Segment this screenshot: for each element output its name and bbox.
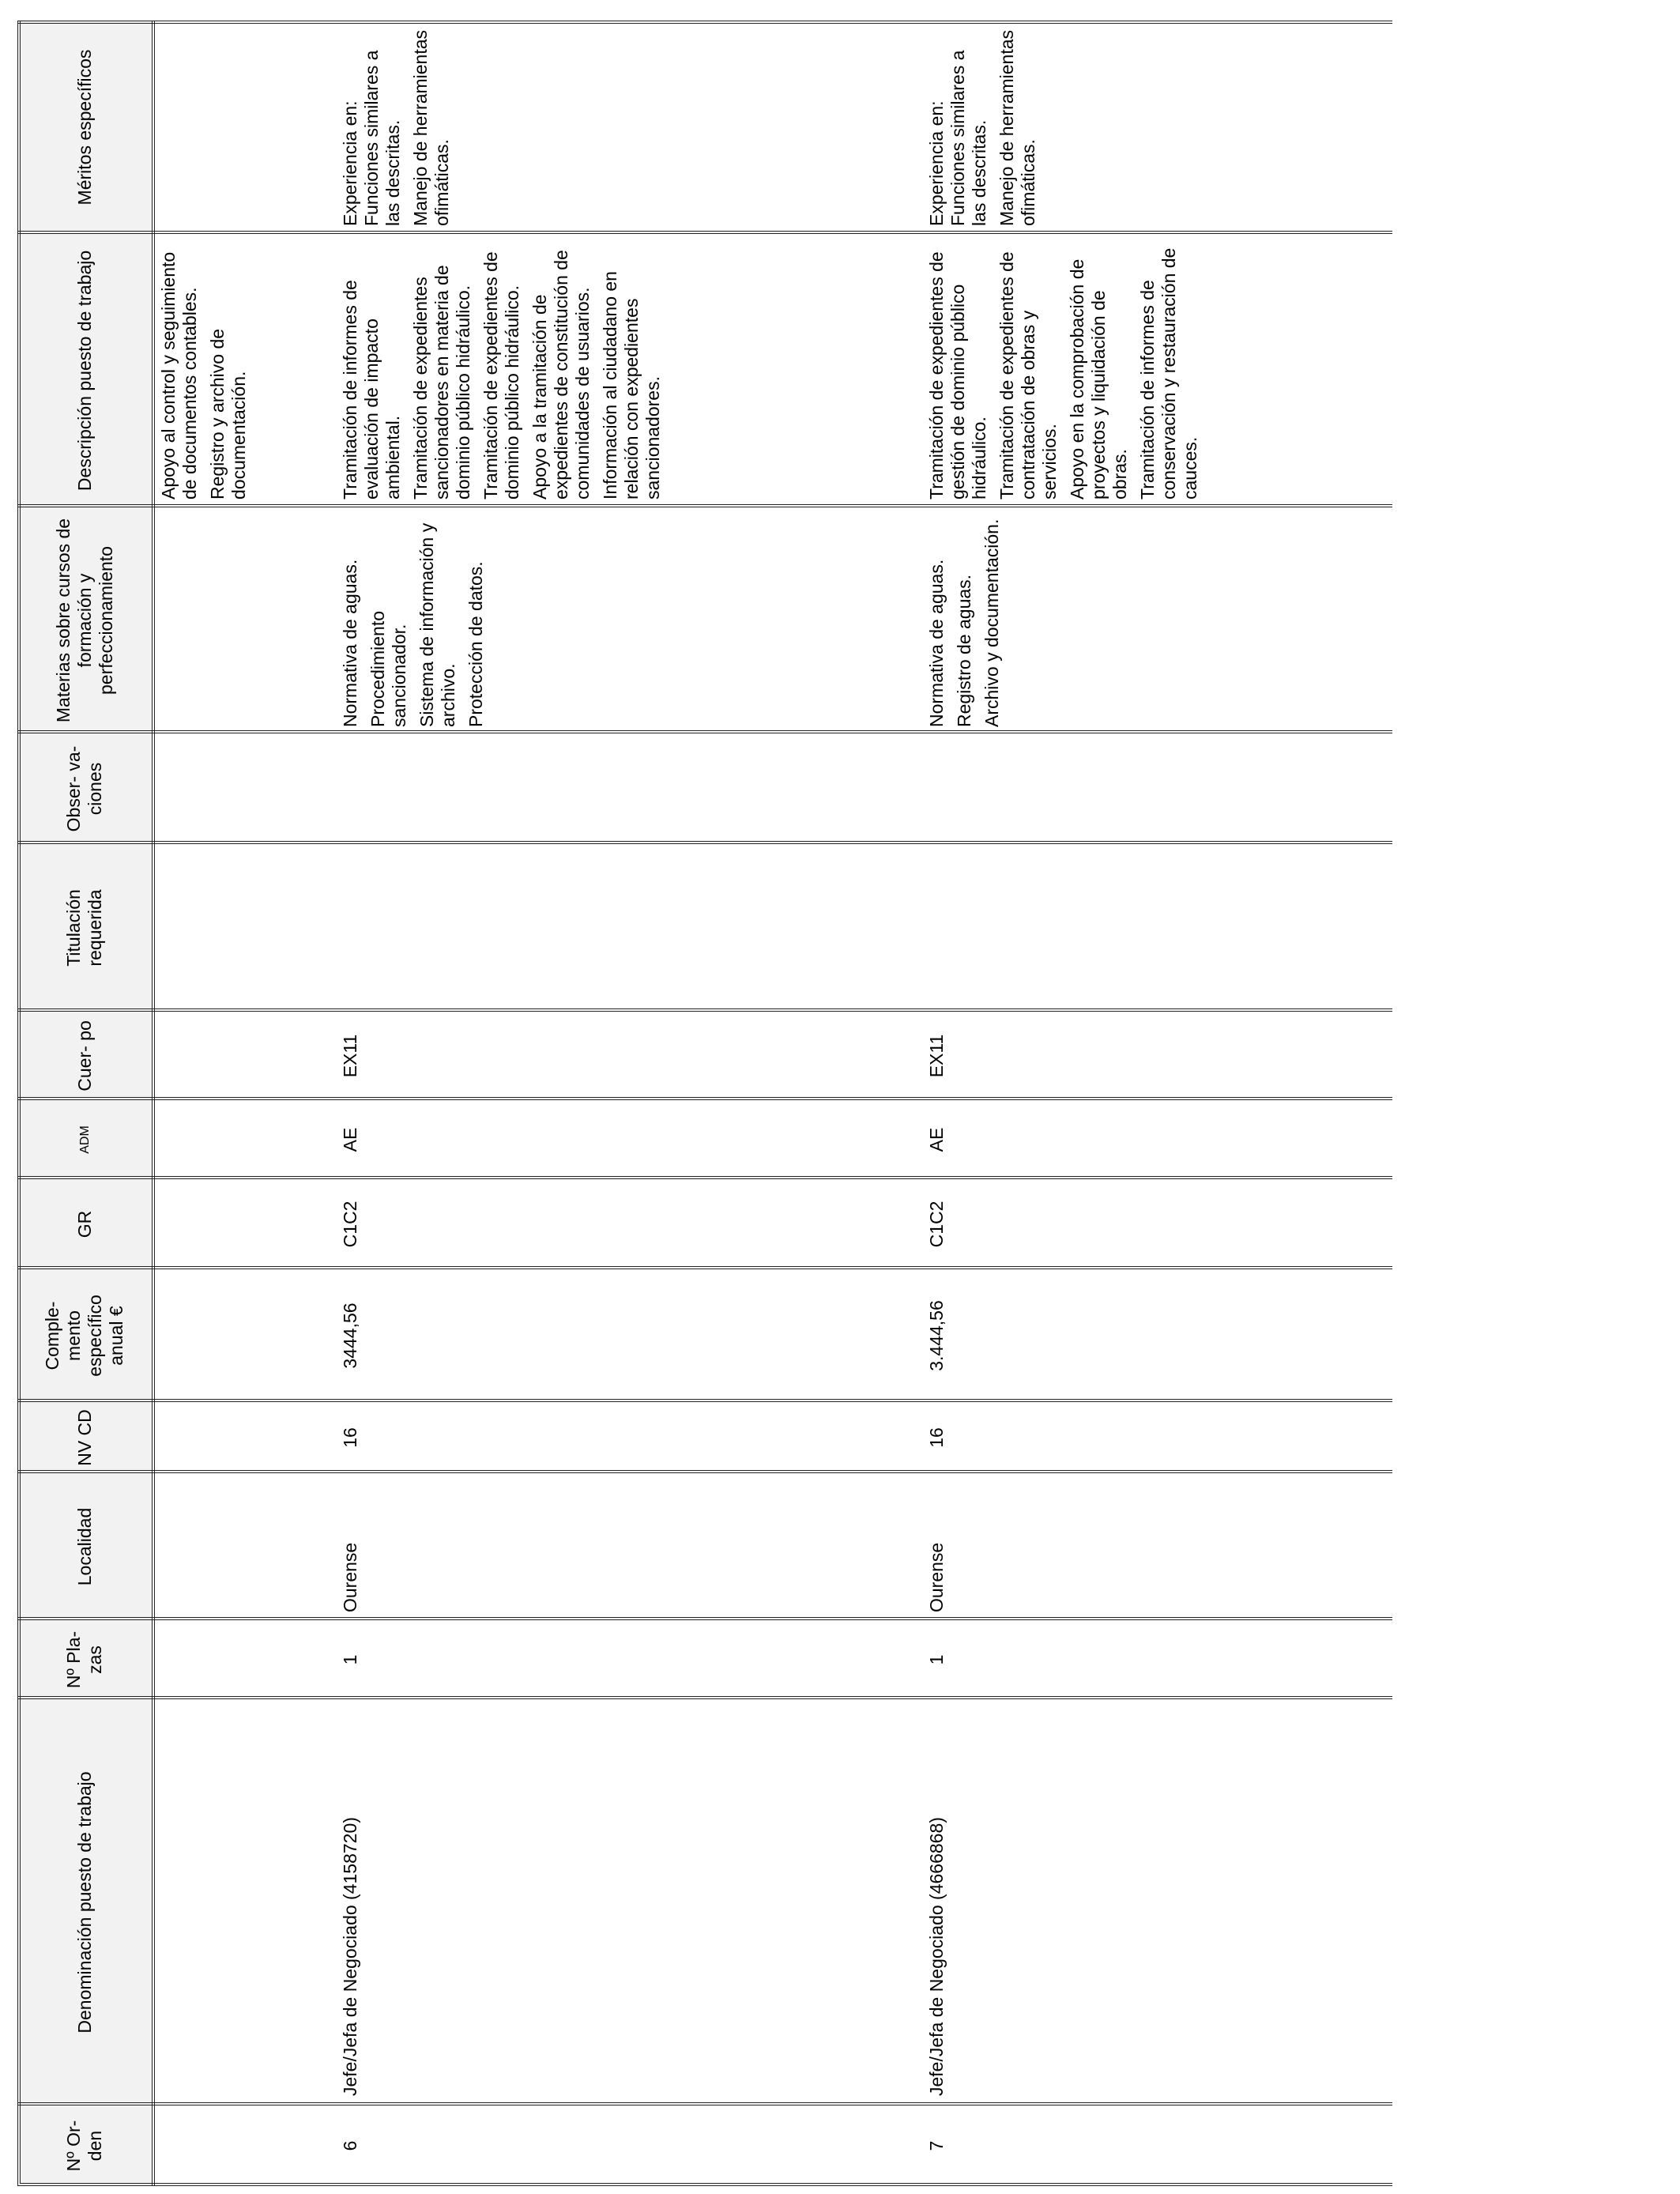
materia-item: Procedimiento sancionador. xyxy=(367,610,409,727)
header-materias: Materias sobre cursos de formación y perfeccionamiento xyxy=(52,518,116,723)
merito-item: Experiencia en: Funciones similares a las descritas. xyxy=(340,50,403,226)
row-grupo: C1C2 xyxy=(340,1201,360,1248)
row-cuerpo: EX11 xyxy=(926,1034,947,1078)
row-denominacion: Jefe/Jefa de Negociado (4666868) xyxy=(926,1817,947,2096)
descripcion-item: Tramitación de expedientes de dominio público hidráulico. xyxy=(480,251,522,499)
descripcion-item: Tramitación de expedientes de gestión de dominio público hidráulico. xyxy=(926,251,989,499)
materia-item: Sistema de información y archivo. xyxy=(416,522,458,727)
header-descripcion: Descripción puesto de trabajo xyxy=(73,250,95,492)
header-meritos: Méritos específicos xyxy=(73,49,95,205)
header-plazas: Nº Pla- zas xyxy=(63,1630,105,1689)
header-orden: Nº Or- den xyxy=(63,2120,105,2172)
materia-item: Protección de datos. xyxy=(465,561,486,727)
materia-item: Normativa de aguas. xyxy=(926,559,947,727)
intro-descripcion-line: Apoyo al control y seguimiento de documentos contables. xyxy=(158,251,200,499)
header-adm: ADM xyxy=(77,1125,92,1154)
materia-item: Registro de aguas. xyxy=(954,574,974,727)
header-grupo: GR xyxy=(73,1210,95,1238)
table-frame xyxy=(17,21,1392,2186)
row-nivel: 16 xyxy=(340,1427,360,1448)
row-grupo: C1C2 xyxy=(926,1201,947,1248)
descripcion-item: Tramitación de expedientes sancionadores en materia de dominio público hidráulico. xyxy=(410,265,473,499)
materia-item: Archivo y documentación. xyxy=(981,518,1002,727)
row-orden: 6 xyxy=(340,2140,360,2151)
row-complemento: 3444,56 xyxy=(340,1302,360,1369)
descripcion-item: Tramitación de expedientes de contratación de obras y servicios. xyxy=(996,251,1060,499)
header-titulacion: Titulación requerida xyxy=(63,889,105,967)
merito-item: Experiencia en: Funciones similares a las descritas. xyxy=(926,50,989,226)
intro-descripcion-line: Registro y archivo de documentación. xyxy=(207,328,249,499)
puestos-table xyxy=(17,21,1392,2186)
descripcion-item: Tramitación de informes de evaluación de impacto ambiental. xyxy=(340,280,403,499)
merito-item: Manejo de herramientas ofimáticas. xyxy=(410,29,452,226)
row-plazas: 1 xyxy=(926,1654,947,1665)
descripcion-item: Tramitación de informes de conservación y restauración de cauces. xyxy=(1137,247,1200,499)
materia-item: Normativa de aguas. xyxy=(340,559,360,727)
row-localidad: Ourense xyxy=(926,1542,947,1612)
row-nivel: 16 xyxy=(926,1427,947,1448)
header-localidad: Localidad xyxy=(73,1507,95,1586)
header-cuerpo: Cuer- po xyxy=(73,1020,95,1091)
row-adm: AE xyxy=(926,1127,947,1152)
header-nivel: NV CD xyxy=(73,1409,95,1466)
descripcion-item: Información al ciudadano en relación con expedientes sancionadores. xyxy=(600,271,663,499)
header-denominacion: Denominación puesto de trabajo xyxy=(73,1771,95,2034)
row-localidad: Ourense xyxy=(340,1542,360,1612)
row-orden: 7 xyxy=(926,2140,947,2151)
row-plazas: 1 xyxy=(340,1654,360,1665)
row-denominacion: Jefe/Jefa de Negociado (4158720) xyxy=(340,1817,360,2096)
descripcion-item: Apoyo a la tramitación de expedientes de constitución de comunidades de usuarios. xyxy=(529,250,593,499)
descripcion-item: Apoyo en la comprobación de proyectos y liquidación de obras. xyxy=(1067,258,1130,499)
row-cuerpo: EX11 xyxy=(340,1034,360,1078)
row-adm: AE xyxy=(340,1127,360,1152)
header-observaciones: Obser- va- ciones xyxy=(63,745,105,832)
row-complemento: 3.444,56 xyxy=(926,1300,947,1371)
header-complemento: Comple- mento específico anual € xyxy=(42,1295,126,1377)
merito-item: Manejo de herramientas ofimáticas. xyxy=(996,29,1038,226)
